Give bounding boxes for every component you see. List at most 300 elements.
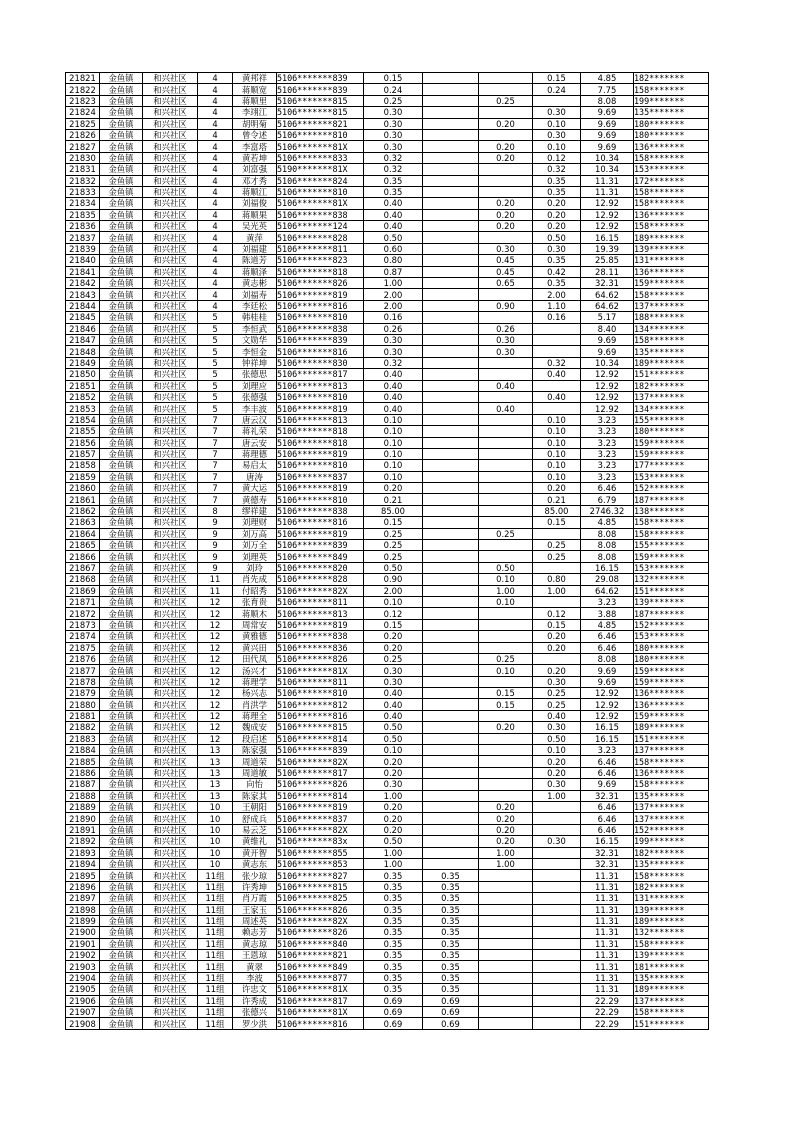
area-total-cell: 0.26 <box>364 323 423 334</box>
area-total-cell: 0.40 <box>364 380 423 391</box>
town-cell: 金鱼镇 <box>100 858 143 869</box>
town-cell: 金鱼镇 <box>100 232 143 243</box>
id-number-cell: 5106*******826 <box>277 653 364 664</box>
area-col-a-cell: 0.35 <box>423 961 479 972</box>
phone-cell: 138******* <box>634 505 709 516</box>
table-row <box>66 255 709 266</box>
name-cell: 许秀成 <box>233 995 277 1006</box>
area-col-b-cell: 0.20 <box>479 722 533 733</box>
amount-cell: 12.92 <box>581 391 634 402</box>
amount-cell: 6.46 <box>581 824 634 835</box>
name-cell: 张德思 <box>233 369 277 380</box>
id-number-cell: 5106*******815 <box>277 107 364 118</box>
area-col-a-cell <box>423 95 479 106</box>
table-row <box>66 1018 709 1029</box>
amount-cell: 12.92 <box>581 710 634 721</box>
area-col-a-cell <box>423 608 479 619</box>
area-col-b-cell <box>479 129 533 140</box>
group-cell: 10 <box>198 813 233 824</box>
group-cell: 11组 <box>198 904 233 915</box>
town-cell: 金鱼镇 <box>100 1018 143 1029</box>
table-body <box>66 73 709 1030</box>
amount-cell: 3.23 <box>581 426 634 437</box>
town-cell: 金鱼镇 <box>100 574 143 585</box>
area-col-c-cell <box>533 596 581 607</box>
area-total-cell: 0.87 <box>364 266 423 277</box>
area-col-c-cell <box>533 904 581 915</box>
row-number: 21822 <box>66 84 100 95</box>
name-cell: 蒋理德 <box>233 448 277 459</box>
area-col-b-cell <box>479 517 533 528</box>
area-col-b-cell <box>479 414 533 425</box>
group-cell: 11组 <box>198 881 233 892</box>
group-cell: 4 <box>198 141 233 152</box>
area-total-cell: 0.10 <box>364 471 423 482</box>
area-col-a-cell <box>423 312 479 323</box>
area-col-b-cell: 0.40 <box>479 403 533 414</box>
town-cell: 金鱼镇 <box>100 175 143 186</box>
area-col-b-cell: 0.20 <box>479 221 533 232</box>
amount-cell: 11.31 <box>581 175 634 186</box>
amount-cell: 6.46 <box>581 767 634 778</box>
area-col-c-cell <box>533 802 581 813</box>
town-cell: 金鱼镇 <box>100 653 143 664</box>
area-total-cell: 0.30 <box>364 676 423 687</box>
area-col-b-cell: 0.65 <box>479 278 533 289</box>
area-col-c-cell <box>533 995 581 1006</box>
area-col-a-cell <box>423 802 479 813</box>
group-cell: 5 <box>198 334 233 345</box>
area-col-a-cell <box>423 528 479 539</box>
group-cell: 4 <box>198 300 233 311</box>
area-total-cell: 0.20 <box>364 767 423 778</box>
table-row <box>66 334 709 345</box>
phone-cell: 137******* <box>634 745 709 756</box>
phone-cell: 180******* <box>634 642 709 653</box>
group-cell: 10 <box>198 824 233 835</box>
group-cell: 13 <box>198 767 233 778</box>
row-number: 21833 <box>66 186 100 197</box>
group-cell: 12 <box>198 642 233 653</box>
area-total-cell: 0.32 <box>364 164 423 175</box>
amount-cell: 12.92 <box>581 221 634 232</box>
name-cell: 蒋礼荣 <box>233 426 277 437</box>
area-col-c-cell: 0.30 <box>533 779 581 790</box>
table-row <box>66 904 709 915</box>
table-row <box>66 608 709 619</box>
name-cell: 蒋顺果 <box>233 209 277 220</box>
name-cell: 李恒武 <box>233 323 277 334</box>
amount-cell: 9.69 <box>581 141 634 152</box>
town-cell: 金鱼镇 <box>100 938 143 949</box>
area-col-c-cell: 0.30 <box>533 836 581 847</box>
table-row <box>66 699 709 710</box>
table-row <box>66 619 709 630</box>
row-number: 21861 <box>66 494 100 505</box>
area-col-c-cell: 0.15 <box>533 73 581 84</box>
community-cell: 和兴社区 <box>143 95 198 106</box>
area-total-cell: 0.30 <box>364 141 423 152</box>
area-col-c-cell: 1.00 <box>533 790 581 801</box>
table-row <box>66 631 709 642</box>
area-col-b-cell <box>479 870 533 881</box>
area-col-b-cell <box>479 483 533 494</box>
area-col-b-cell <box>479 756 533 767</box>
row-number: 21891 <box>66 824 100 835</box>
area-col-a-cell <box>423 653 479 664</box>
id-number-cell: 5106*******818 <box>277 266 364 277</box>
group-cell: 12 <box>198 596 233 607</box>
amount-cell: 6.46 <box>581 642 634 653</box>
name-cell: 李富塔 <box>233 141 277 152</box>
id-number-cell: 5106*******816 <box>277 710 364 721</box>
amount-cell: 12.92 <box>581 209 634 220</box>
community-cell: 和兴社区 <box>143 528 198 539</box>
phone-cell: 189******* <box>634 232 709 243</box>
name-cell: 易启太 <box>233 460 277 471</box>
phone-cell: 158******* <box>634 289 709 300</box>
area-col-b-cell <box>479 631 533 642</box>
amount-cell: 11.31 <box>581 972 634 983</box>
area-col-c-cell <box>533 403 581 414</box>
amount-cell: 16.15 <box>581 836 634 847</box>
id-number-cell: 5106*******81X <box>277 198 364 209</box>
name-cell: 李廷松 <box>233 300 277 311</box>
area-col-c-cell: 0.10 <box>533 118 581 129</box>
phone-cell: 155******* <box>634 540 709 551</box>
area-total-cell: 0.20 <box>364 642 423 653</box>
id-number-cell: 5106*******812 <box>277 699 364 710</box>
name-cell: 周道敏 <box>233 767 277 778</box>
area-col-b-cell <box>479 437 533 448</box>
community-cell: 和兴社区 <box>143 437 198 448</box>
phone-cell: 158******* <box>634 334 709 345</box>
area-col-b-cell: 0.10 <box>479 574 533 585</box>
id-number-cell: 5106*******817 <box>277 767 364 778</box>
area-total-cell: 0.10 <box>364 596 423 607</box>
row-number: 21845 <box>66 312 100 323</box>
phone-cell: 135******* <box>634 346 709 357</box>
phone-cell: 199******* <box>634 95 709 106</box>
area-col-b-cell <box>479 289 533 300</box>
area-col-b-cell <box>479 961 533 972</box>
amount-cell: 11.31 <box>581 870 634 881</box>
phone-cell: 152******* <box>634 619 709 630</box>
row-number: 21906 <box>66 995 100 1006</box>
row-number: 21895 <box>66 870 100 881</box>
area-col-b-cell <box>479 540 533 551</box>
amount-cell: 3.23 <box>581 448 634 459</box>
community-cell: 和兴社区 <box>143 870 198 881</box>
area-col-c-cell: 0.15 <box>533 619 581 630</box>
row-number: 21890 <box>66 813 100 824</box>
row-number: 21821 <box>66 73 100 84</box>
area-col-a-cell: 0.35 <box>423 915 479 926</box>
phone-cell: 136******* <box>634 699 709 710</box>
group-cell: 7 <box>198 483 233 494</box>
row-number: 21864 <box>66 528 100 539</box>
area-col-a-cell <box>423 733 479 744</box>
table-row <box>66 471 709 482</box>
area-col-b-cell <box>479 1007 533 1018</box>
area-total-cell: 0.35 <box>364 915 423 926</box>
table-row <box>66 961 709 972</box>
row-number: 21839 <box>66 243 100 254</box>
group-cell: 11 <box>198 574 233 585</box>
area-col-c-cell: 0.21 <box>533 494 581 505</box>
area-col-a-cell <box>423 836 479 847</box>
area-col-a-cell <box>423 448 479 459</box>
phone-cell: 132******* <box>634 574 709 585</box>
area-total-cell: 0.12 <box>364 608 423 619</box>
row-number: 21860 <box>66 483 100 494</box>
town-cell: 金鱼镇 <box>100 699 143 710</box>
amount-cell: 9.69 <box>581 346 634 357</box>
id-number-cell: 5106*******838 <box>277 505 364 516</box>
town-cell: 金鱼镇 <box>100 904 143 915</box>
phone-cell: 132******* <box>634 927 709 938</box>
name-cell: 黄志东 <box>233 858 277 869</box>
area-col-a-cell <box>423 164 479 175</box>
group-cell: 4 <box>198 243 233 254</box>
group-cell: 5 <box>198 391 233 402</box>
group-cell: 11组 <box>198 938 233 949</box>
community-cell: 和兴社区 <box>143 813 198 824</box>
area-col-b-cell <box>479 551 533 562</box>
area-total-cell: 0.20 <box>364 631 423 642</box>
amount-cell: 9.69 <box>581 676 634 687</box>
amount-cell: 16.15 <box>581 733 634 744</box>
row-number: 21846 <box>66 323 100 334</box>
area-total-cell: 2.00 <box>364 585 423 596</box>
area-col-a-cell: 0.35 <box>423 881 479 892</box>
name-cell: 向怡 <box>233 779 277 790</box>
area-col-a-cell <box>423 745 479 756</box>
name-cell: 刘理应 <box>233 380 277 391</box>
area-col-b-cell <box>479 995 533 1006</box>
area-col-c-cell: 0.30 <box>533 129 581 140</box>
table-row <box>66 221 709 232</box>
row-number: 21888 <box>66 790 100 801</box>
row-number: 21903 <box>66 961 100 972</box>
phone-cell: 131******* <box>634 893 709 904</box>
row-number: 21899 <box>66 915 100 926</box>
phone-cell: 187******* <box>634 608 709 619</box>
area-col-b-cell: 0.26 <box>479 323 533 334</box>
community-cell: 和兴社区 <box>143 129 198 140</box>
id-number-cell: 5106*******82X <box>277 756 364 767</box>
amount-cell: 9.69 <box>581 129 634 140</box>
community-cell: 和兴社区 <box>143 972 198 983</box>
area-total-cell: 0.40 <box>364 391 423 402</box>
area-col-a-cell <box>423 722 479 733</box>
area-col-b-cell: 0.25 <box>479 653 533 664</box>
name-cell: 肖洪学 <box>233 699 277 710</box>
phone-cell: 159******* <box>634 551 709 562</box>
row-number: 21900 <box>66 927 100 938</box>
table-row <box>66 141 709 152</box>
id-number-cell: 5106*******810 <box>277 688 364 699</box>
amount-cell: 32.31 <box>581 858 634 869</box>
community-cell: 和兴社区 <box>143 278 198 289</box>
town-cell: 金鱼镇 <box>100 369 143 380</box>
area-col-a-cell <box>423 824 479 835</box>
area-col-b-cell <box>479 73 533 84</box>
group-cell: 12 <box>198 665 233 676</box>
community-cell: 和兴社区 <box>143 209 198 220</box>
area-col-a-cell <box>423 494 479 505</box>
area-col-a-cell <box>423 756 479 767</box>
id-number-cell: 5106*******824 <box>277 175 364 186</box>
group-cell: 9 <box>198 551 233 562</box>
area-col-a-cell <box>423 300 479 311</box>
table-row <box>66 870 709 881</box>
group-cell: 11组 <box>198 870 233 881</box>
area-col-c-cell: 0.40 <box>533 369 581 380</box>
area-total-cell: 0.50 <box>364 836 423 847</box>
phone-cell: 151******* <box>634 369 709 380</box>
name-cell: 易云芝 <box>233 824 277 835</box>
area-col-a-cell <box>423 118 479 129</box>
town-cell: 金鱼镇 <box>100 665 143 676</box>
id-number-cell: 5106*******821 <box>277 950 364 961</box>
id-number-cell: 5106*******81X <box>277 984 364 995</box>
area-col-c-cell <box>533 961 581 972</box>
community-cell: 和兴社区 <box>143 448 198 459</box>
id-number-cell: 5106*******826 <box>277 927 364 938</box>
name-cell: 张德兴 <box>233 1007 277 1018</box>
row-number: 21875 <box>66 642 100 653</box>
town-cell: 金鱼镇 <box>100 779 143 790</box>
name-cell: 文勋华 <box>233 334 277 345</box>
phone-cell: 159******* <box>634 437 709 448</box>
row-number: 21856 <box>66 437 100 448</box>
amount-cell: 11.31 <box>581 961 634 972</box>
area-col-b-cell <box>479 175 533 186</box>
name-cell: 赖志芳 <box>233 927 277 938</box>
amount-cell: 12.92 <box>581 369 634 380</box>
area-col-c-cell: 1.10 <box>533 300 581 311</box>
amount-cell: 8.40 <box>581 323 634 334</box>
area-total-cell: 0.30 <box>364 334 423 345</box>
row-number: 21827 <box>66 141 100 152</box>
phone-cell: 153******* <box>634 562 709 573</box>
table-row <box>66 665 709 676</box>
amount-cell: 9.69 <box>581 779 634 790</box>
phone-cell: 134******* <box>634 323 709 334</box>
table-row <box>66 858 709 869</box>
area-col-a-cell <box>423 858 479 869</box>
area-total-cell: 0.25 <box>364 540 423 551</box>
area-col-b-cell: 0.90 <box>479 300 533 311</box>
town-cell: 金鱼镇 <box>100 448 143 459</box>
group-cell: 5 <box>198 312 233 323</box>
group-cell: 4 <box>198 255 233 266</box>
table-row <box>66 243 709 254</box>
area-col-b-cell: 0.45 <box>479 266 533 277</box>
row-number: 21898 <box>66 904 100 915</box>
phone-cell: 182******* <box>634 881 709 892</box>
table-row <box>66 346 709 357</box>
area-col-b-cell <box>479 950 533 961</box>
phone-cell: 158******* <box>634 221 709 232</box>
area-col-c-cell <box>533 984 581 995</box>
row-number: 21883 <box>66 733 100 744</box>
phone-cell: 177******* <box>634 460 709 471</box>
data-table <box>65 72 709 1030</box>
area-col-c-cell: 0.10 <box>533 471 581 482</box>
amount-cell: 6.46 <box>581 756 634 767</box>
id-number-cell: 5106*******811 <box>277 596 364 607</box>
row-number: 21848 <box>66 346 100 357</box>
community-cell: 和兴社区 <box>143 745 198 756</box>
row-number: 21855 <box>66 426 100 437</box>
town-cell: 金鱼镇 <box>100 334 143 345</box>
area-total-cell: 0.35 <box>364 938 423 949</box>
community-cell: 和兴社区 <box>143 198 198 209</box>
community-cell: 和兴社区 <box>143 107 198 118</box>
town-cell: 金鱼镇 <box>100 710 143 721</box>
amount-cell: 2746.32 <box>581 505 634 516</box>
phone-cell: 189******* <box>634 722 709 733</box>
group-cell: 4 <box>198 232 233 243</box>
phone-cell: 158******* <box>634 528 709 539</box>
area-col-b-cell: 0.50 <box>479 562 533 573</box>
group-cell: 11组 <box>198 915 233 926</box>
area-total-cell: 0.35 <box>364 893 423 904</box>
group-cell: 4 <box>198 107 233 118</box>
row-number: 21904 <box>66 972 100 983</box>
phone-cell: 159******* <box>634 710 709 721</box>
community-cell: 和兴社区 <box>143 551 198 562</box>
area-col-a-cell <box>423 847 479 858</box>
id-number-cell: 5106*******819 <box>277 802 364 813</box>
area-total-cell: 0.25 <box>364 528 423 539</box>
name-cell: 王朝阳 <box>233 802 277 813</box>
id-number-cell: 5190*******81X <box>277 164 364 175</box>
phone-cell: 137******* <box>634 995 709 1006</box>
id-number-cell: 5106*******820 <box>277 562 364 573</box>
name-cell: 黄志琼 <box>233 938 277 949</box>
row-number: 21874 <box>66 631 100 642</box>
area-col-b-cell <box>479 369 533 380</box>
id-number-cell: 5106*******839 <box>277 84 364 95</box>
community-cell: 和兴社区 <box>143 1018 198 1029</box>
name-cell: 刘万全 <box>233 540 277 551</box>
row-number: 21843 <box>66 289 100 300</box>
area-col-a-cell <box>423 665 479 676</box>
phone-cell: 180******* <box>634 426 709 437</box>
area-total-cell: 0.30 <box>364 665 423 676</box>
name-cell: 王恩琼 <box>233 950 277 961</box>
group-cell: 4 <box>198 118 233 129</box>
name-cell: 许忠文 <box>233 984 277 995</box>
name-cell: 杨兴志 <box>233 688 277 699</box>
group-cell: 10 <box>198 858 233 869</box>
area-total-cell: 0.35 <box>364 972 423 983</box>
community-cell: 和兴社区 <box>143 893 198 904</box>
area-total-cell: 0.50 <box>364 722 423 733</box>
town-cell: 金鱼镇 <box>100 551 143 562</box>
area-total-cell: 2.00 <box>364 300 423 311</box>
town-cell: 金鱼镇 <box>100 255 143 266</box>
area-total-cell: 85.00 <box>364 505 423 516</box>
area-col-b-cell: 1.00 <box>479 858 533 869</box>
area-total-cell: 0.40 <box>364 710 423 721</box>
area-col-a-cell <box>423 186 479 197</box>
area-total-cell: 0.35 <box>364 870 423 881</box>
group-cell: 10 <box>198 847 233 858</box>
